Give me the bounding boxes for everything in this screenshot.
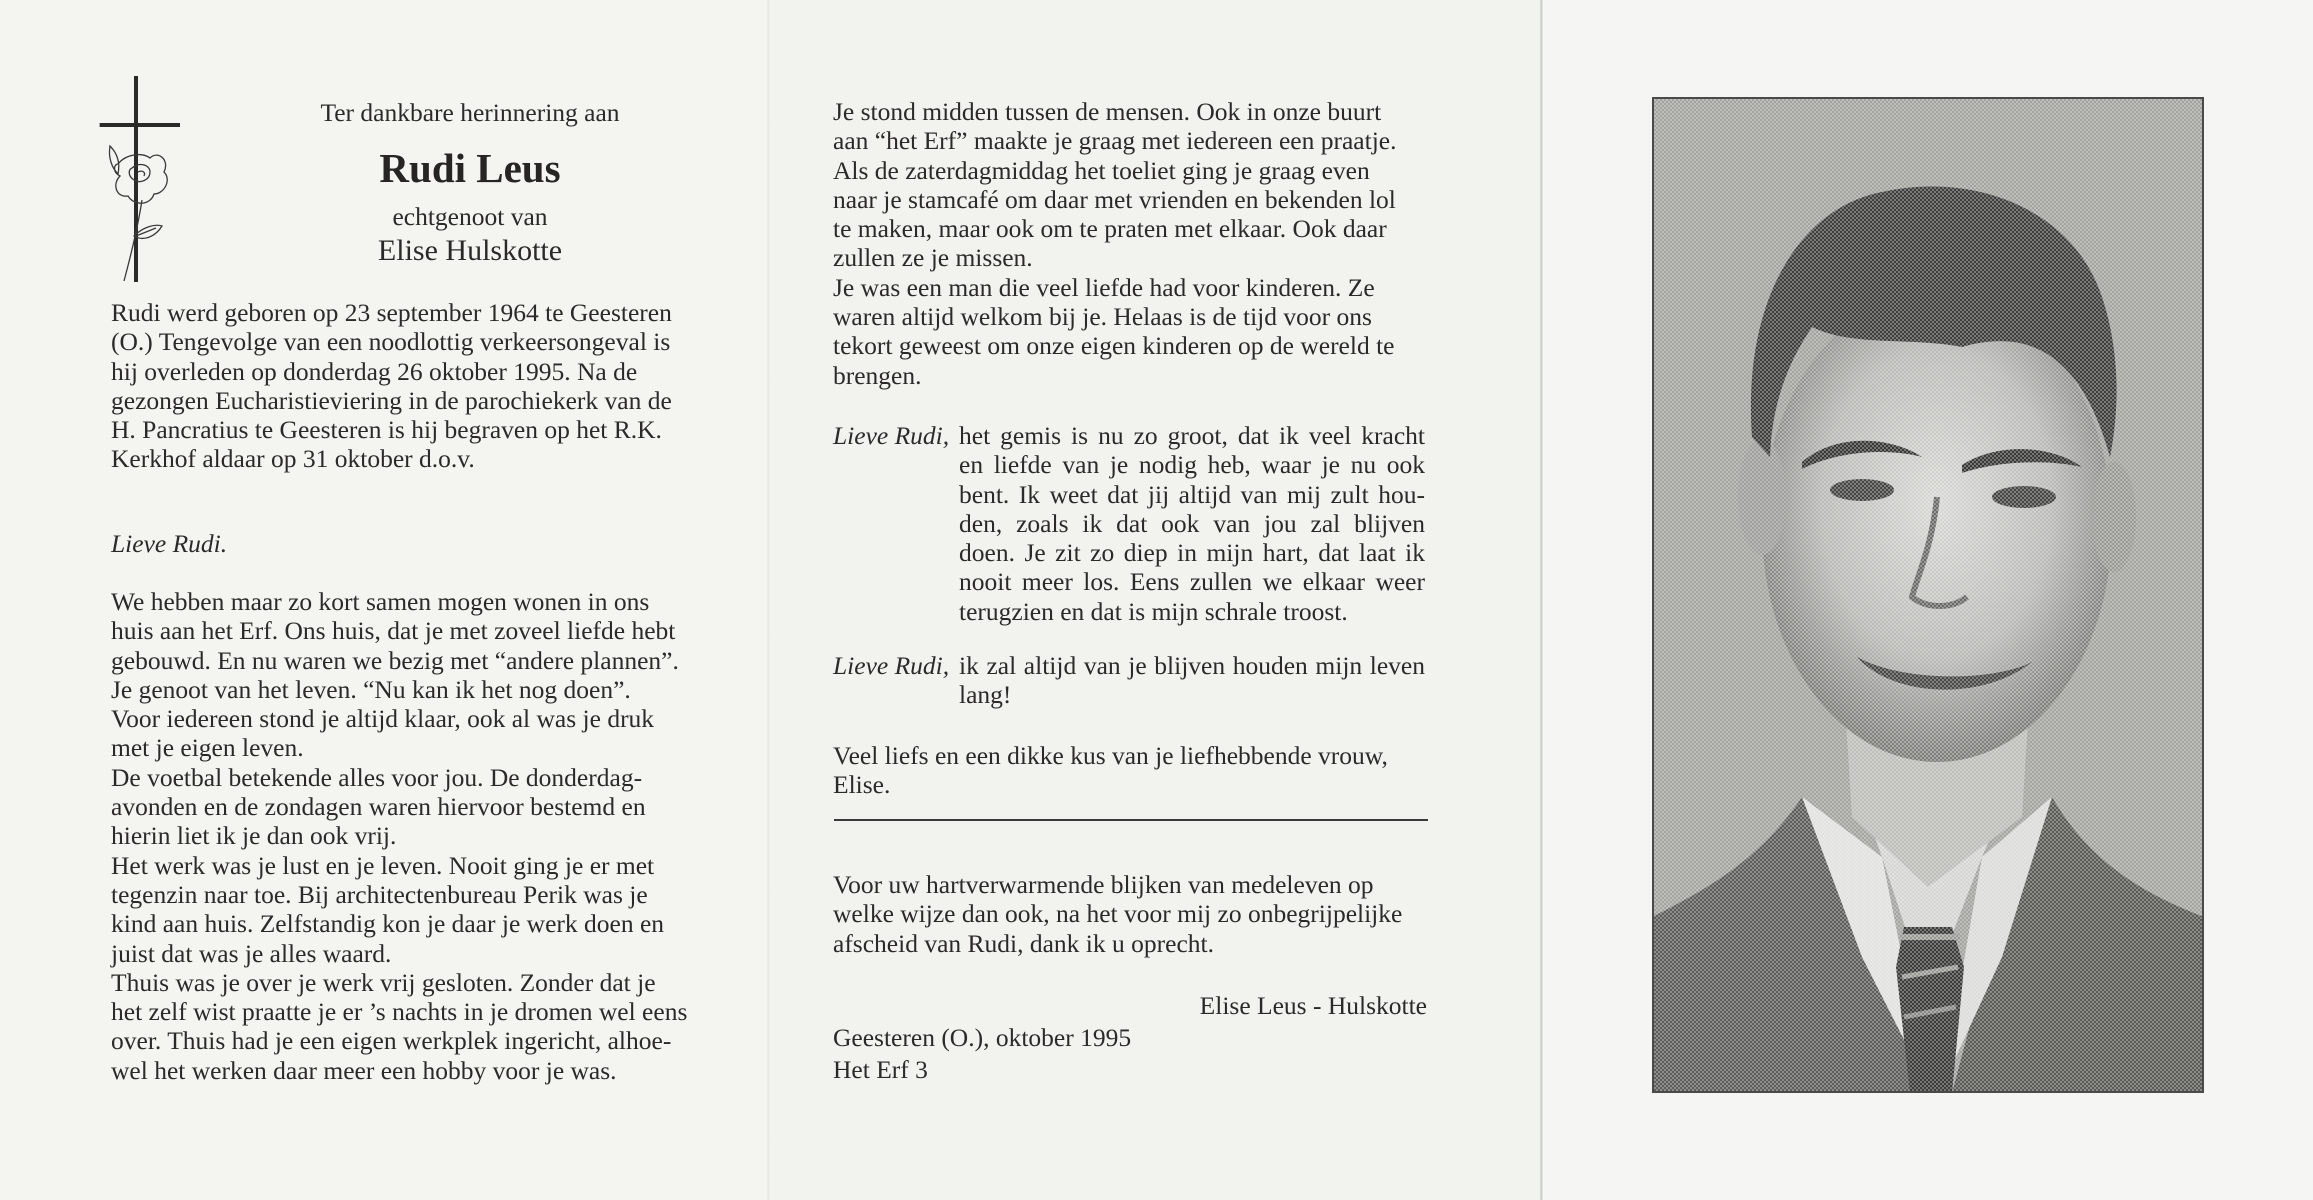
closing-line: Veel liefs en een dikke kus van je liefhebbende vrouw, [833,741,1388,770]
fold-line [767,0,770,1200]
letter-line: gebouwd. En nu waren we bezig met “andere plannen”. [111,645,679,675]
letter-line: Thuis was je over je werk vrij gesloten. Zonder dat je [111,967,656,997]
verse-line: den, zoals ik dat ook van jou zal blijven [959,508,1425,538]
letter-line: Je genoot van het leven. “Nu kan ik het nog doen”. [111,674,631,704]
thanks-line: Voor uw hartverwarmende blijken van medeleven op [833,870,1374,899]
verse-label: Lieve Rudi, [833,421,950,450]
closing-line: Elise. [833,770,891,800]
verse-line: doen. Je zit zo diep in mijn hart, dat laat ik [959,538,1425,568]
letter-line: Als de zaterdagmiddag het toeliet ging je graag even [833,155,1370,185]
thanks-line: welke wijze dan ook, na het voor mij zo onbegrijpelijke [833,899,1403,929]
thanks [833,870,1425,958]
letter-line: waren altijd welkom bij je. Helaas is de tijd voor ons [833,302,1372,332]
letter-line: het zelf wist praatte je er ’s nachts in je dromen wel eens [111,997,688,1027]
thanks-line: afscheid van Rudi, dank ik u oprecht. [833,928,1214,958]
letter-line: We hebben maar zo kort samen mogen wonen in ons [111,587,650,616]
letter-line: Je was een man die veel liefde had voor kinderen. Ze [833,272,1375,302]
letter-line: zullen ze je missen. [833,243,1033,273]
letter-line: hierin liet ik je dan ook vrij. [111,821,397,851]
verse-line: bent. Ik weet dat jij altijd van mij zult hou- [959,479,1425,509]
letter-line: De voetbal betekende alles voor jou. De donderdag- [111,762,643,792]
letter-line: avonden en de zondagen waren hiervoor bestemd en [111,792,646,822]
left-panel [0,0,768,1200]
letter-line: met je eigen leven. [111,733,304,763]
biography [111,298,703,474]
closing [833,741,1425,800]
right-panel [1541,0,2313,1200]
divider [834,819,1428,821]
letter-line: kind aan huis. Zelfstandig kon je daar je werk doen en [111,909,665,939]
address: Het Erf 3 [833,1055,928,1084]
verse-line: lang! [959,680,1012,710]
letter-line: juist dat was je alles waard. [111,938,392,968]
spouse-name: Elise Hulskotte [377,234,563,267]
letter-line: brengen. [833,360,922,390]
letter-line: huis aan het Erf. Ons huis, dat je met zoveel liefde hebt [111,616,676,646]
letter-line: te maken, maar ook om te praten met elkaar. Ook daar [833,214,1387,244]
biography-line: Kerkhof aldaar op 31 oktober d.o.v. [111,444,475,474]
relation-text: echtgenoot van [392,202,548,231]
letter-line: tegenzin naar toe. Bij architectenbureau Perik was je [111,879,648,909]
salutation: Lieve Rudi. [111,529,228,558]
letter-line: Je stond midden tussen de mensen. Ook in onze buurt [833,97,1382,126]
verse-line: het gemis is nu zo groot, dat ik veel kracht [959,421,1425,450]
biography-line: H. Pancratius te Geesteren is hij begraven op het R.K. [111,415,662,445]
biography-line: (O.) Tengevolge van een noodlottig verkeersongeval is [111,327,671,357]
letter-line: naar je stamcafé om daar met vrienden en bekenden lol [833,184,1396,214]
letter-line: tekort geweest om onze eigen kinderen op de wereld te [833,331,1395,361]
biography-line: hij overleden op donderdag 26 oktober 1995. Na de [111,356,638,386]
middle-panel [768,0,1541,1200]
verse-line: terugzien en dat is mijn schrale troost. [959,596,1348,626]
letter-middle [833,97,1425,390]
letter-left [111,587,703,1085]
verse-line: en liefde van je nodig heb, waar je nu ook [959,450,1425,480]
portrait-photo [1652,97,2204,1093]
letter-line: Het werk was je lust en je leven. Nooit ging je er met [111,850,655,880]
deceased-name: Rudi Leus [379,145,561,191]
fold-line [1540,0,1543,1200]
verse-label: Lieve Rudi, [833,651,950,680]
verse-line: nooit meer los. Eens zullen we elkaar weer [959,567,1425,597]
letter-line: aan “het Erf” maakte je graag met iedereen een praatje. [833,126,1397,156]
verse-1 [833,421,1425,631]
signature: Elise Leus - Hulskotte [1199,991,1427,1020]
place-date: Geesteren (O.), oktober 1995 [833,1023,1132,1052]
letter-line: Voor iedereen stond je altijd klaar, ook al was je druk [111,704,655,734]
letter-line: wel het werken daar meer een hobby voor je was. [111,1055,617,1085]
biography-line: Rudi werd geboren op 23 september 1964 te Geesteren [111,298,672,327]
intro-text: Ter dankbare herinnering aan [320,98,620,127]
verse-2 [833,651,1425,711]
cross-with-rose-icon [98,76,182,282]
letter-line: over. Thuis had je een eigen werkplek ingericht, alhoe- [111,1026,672,1056]
verse-line: ik zal altijd van je blijven houden mijn leven [959,651,1425,680]
biography-line: gezongen Eucharistieviering in de parochiekerk van de [111,385,672,415]
